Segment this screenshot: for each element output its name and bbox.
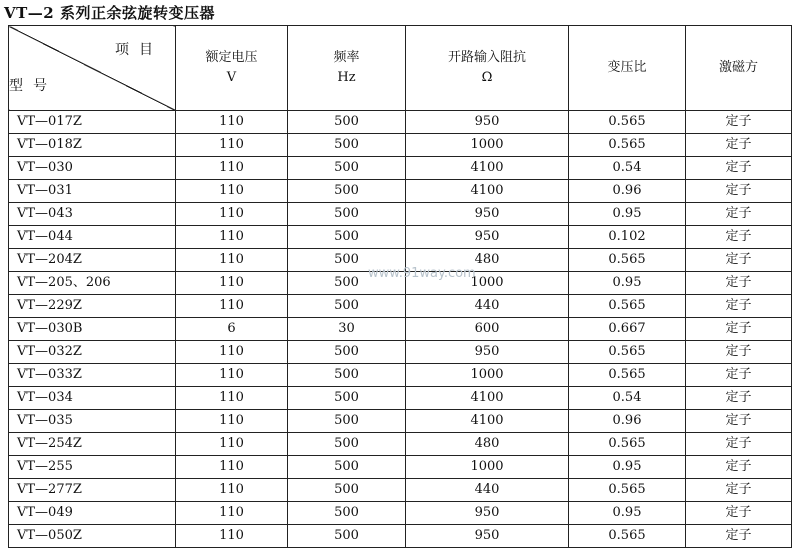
ratio-cell: 0.565: [569, 433, 686, 456]
freq-cell: 500: [288, 111, 406, 134]
ratio-cell: 0.565: [569, 479, 686, 502]
excitation-cell: 定子: [686, 525, 792, 548]
model-cell: VT—229Z: [9, 295, 176, 318]
model-cell: VT—255: [9, 456, 176, 479]
excitation-cell: 定子: [686, 226, 792, 249]
excitation-cell: 定子: [686, 111, 792, 134]
model-cell: VT—030B: [9, 318, 176, 341]
voltage-cell: 6: [176, 318, 288, 341]
impedance-cell: 1000: [406, 456, 569, 479]
table-row: [9, 134, 792, 157]
ratio-cell: 0.565: [569, 341, 686, 364]
table-row: [9, 364, 792, 387]
watermark: www.91way.com: [368, 266, 476, 281]
table-row: [9, 456, 792, 479]
table-row: [9, 226, 792, 249]
voltage-cell: 110: [176, 525, 288, 548]
impedance-cell: 950: [406, 226, 569, 249]
table-row: [9, 341, 792, 364]
freq-cell: 500: [288, 364, 406, 387]
model-cell: VT—204Z: [9, 249, 176, 272]
voltage-cell: 110: [176, 502, 288, 525]
voltage-cell: 110: [176, 479, 288, 502]
header-impedance-unit: Ω: [481, 70, 493, 85]
ratio-cell: 0.565: [569, 364, 686, 387]
freq-cell: 500: [288, 387, 406, 410]
diag-label-item: 项目: [115, 42, 163, 58]
table-row: [9, 410, 792, 433]
table-row: [9, 180, 792, 203]
diag-label-model: 型号: [9, 78, 57, 94]
model-cell: VT—017Z: [9, 111, 176, 134]
voltage-cell: 110: [176, 433, 288, 456]
table-row: [9, 295, 792, 318]
model-cell: VT—018Z: [9, 134, 176, 157]
excitation-cell: 定子: [686, 341, 792, 364]
spec-table: [8, 25, 792, 548]
impedance-cell: 1000: [406, 272, 569, 295]
ratio-cell: 0.565: [569, 111, 686, 134]
table-row: [9, 318, 792, 341]
table-row: [9, 157, 792, 180]
freq-cell: 500: [288, 249, 406, 272]
header-ratio: [569, 26, 686, 111]
excitation-cell: 定子: [686, 295, 792, 318]
header-freq-label: 频率: [333, 50, 360, 65]
voltage-cell: 110: [176, 387, 288, 410]
ratio-cell: 0.95: [569, 502, 686, 525]
impedance-cell: 4100: [406, 157, 569, 180]
excitation-cell: 定子: [686, 502, 792, 525]
model-cell: VT—043: [9, 203, 176, 226]
model-cell: VT—049: [9, 502, 176, 525]
voltage-cell: 110: [176, 364, 288, 387]
freq-cell: 500: [288, 479, 406, 502]
model-cell: VT—031: [9, 180, 176, 203]
voltage-cell: 110: [176, 180, 288, 203]
header-freq-unit: Hz: [337, 70, 356, 85]
voltage-cell: 110: [176, 134, 288, 157]
header-excitation: [686, 26, 792, 111]
impedance-cell: 600: [406, 318, 569, 341]
impedance-cell: 950: [406, 203, 569, 226]
voltage-cell: 110: [176, 295, 288, 318]
table-header-row: [9, 26, 792, 111]
excitation-cell: 定子: [686, 387, 792, 410]
model-cell: VT—254Z: [9, 433, 176, 456]
freq-cell: 500: [288, 157, 406, 180]
ratio-cell: 0.102: [569, 226, 686, 249]
impedance-cell: 950: [406, 502, 569, 525]
excitation-cell: 定子: [686, 433, 792, 456]
voltage-cell: 110: [176, 341, 288, 364]
header-excitation-label: 激磁方: [718, 60, 758, 75]
voltage-cell: 110: [176, 111, 288, 134]
impedance-cell: 440: [406, 479, 569, 502]
impedance-cell: 950: [406, 341, 569, 364]
voltage-cell: 110: [176, 272, 288, 295]
ratio-cell: 0.95: [569, 456, 686, 479]
impedance-cell: 4100: [406, 180, 569, 203]
excitation-cell: 定子: [686, 249, 792, 272]
freq-cell: 500: [288, 180, 406, 203]
header-voltage-label: 额定电压: [205, 50, 258, 65]
header-frequency: [288, 26, 406, 111]
table-row: [9, 479, 792, 502]
impedance-cell: 1000: [406, 364, 569, 387]
freq-cell: 500: [288, 295, 406, 318]
ratio-cell: 0.96: [569, 180, 686, 203]
excitation-cell: 定子: [686, 203, 792, 226]
voltage-cell: 110: [176, 410, 288, 433]
impedance-cell: 1000: [406, 134, 569, 157]
table-row: [9, 111, 792, 134]
freq-cell: 500: [288, 502, 406, 525]
ratio-cell: 0.96: [569, 410, 686, 433]
table-row: [9, 525, 792, 548]
ratio-cell: 0.565: [569, 295, 686, 318]
table-body: [9, 111, 792, 548]
table-row: [9, 387, 792, 410]
voltage-cell: 110: [176, 157, 288, 180]
model-cell: VT—205、206: [9, 272, 176, 295]
ratio-cell: 0.54: [569, 157, 686, 180]
ratio-cell: 0.54: [569, 387, 686, 410]
header-ratio-label: 变压比: [607, 60, 647, 75]
model-cell: VT—030: [9, 157, 176, 180]
freq-cell: 500: [288, 433, 406, 456]
impedance-cell: 950: [406, 525, 569, 548]
freq-cell: 500: [288, 203, 406, 226]
voltage-cell: 110: [176, 249, 288, 272]
page-title: VT—2 系列正余弦旋转变压器: [4, 4, 215, 22]
freq-cell: 500: [288, 410, 406, 433]
model-cell: VT—034: [9, 387, 176, 410]
diagonal-header-cell: [9, 26, 176, 111]
freq-cell: 500: [288, 226, 406, 249]
excitation-cell: 定子: [686, 410, 792, 433]
table-row: [9, 433, 792, 456]
voltage-cell: 110: [176, 456, 288, 479]
ratio-cell: 0.667: [569, 318, 686, 341]
excitation-cell: 定子: [686, 134, 792, 157]
voltage-cell: 110: [176, 226, 288, 249]
header-impedance: [406, 26, 569, 111]
freq-cell: 500: [288, 525, 406, 548]
voltage-cell: 110: [176, 203, 288, 226]
table-row: [9, 502, 792, 525]
model-cell: VT—044: [9, 226, 176, 249]
header-rated-voltage: [176, 26, 288, 111]
excitation-cell: 定子: [686, 180, 792, 203]
model-cell: VT—035: [9, 410, 176, 433]
excitation-cell: 定子: [686, 479, 792, 502]
ratio-cell: 0.95: [569, 272, 686, 295]
freq-cell: 500: [288, 134, 406, 157]
header-impedance-label: 开路输入阻抗: [447, 50, 526, 65]
impedance-cell: 480: [406, 249, 569, 272]
ratio-cell: 0.95: [569, 203, 686, 226]
excitation-cell: 定子: [686, 157, 792, 180]
freq-cell: 500: [288, 341, 406, 364]
freq-cell: 500: [288, 272, 406, 295]
ratio-cell: 0.565: [569, 525, 686, 548]
freq-cell: 500: [288, 456, 406, 479]
excitation-cell: 定子: [686, 272, 792, 295]
excitation-cell: 定子: [686, 456, 792, 479]
model-cell: VT—032Z: [9, 341, 176, 364]
table-row: [9, 249, 792, 272]
header-voltage-unit: V: [226, 70, 237, 85]
impedance-cell: 440: [406, 295, 569, 318]
model-cell: VT—050Z: [9, 525, 176, 548]
freq-cell: 30: [288, 318, 406, 341]
excitation-cell: 定子: [686, 318, 792, 341]
impedance-cell: 480: [406, 433, 569, 456]
impedance-cell: 950: [406, 111, 569, 134]
model-cell: VT—277Z: [9, 479, 176, 502]
model-cell: VT—033Z: [9, 364, 176, 387]
impedance-cell: 4100: [406, 410, 569, 433]
ratio-cell: 0.565: [569, 249, 686, 272]
ratio-cell: 0.565: [569, 134, 686, 157]
table-row: [9, 272, 792, 295]
excitation-cell: 定子: [686, 364, 792, 387]
impedance-cell: 4100: [406, 387, 569, 410]
table-row: [9, 203, 792, 226]
